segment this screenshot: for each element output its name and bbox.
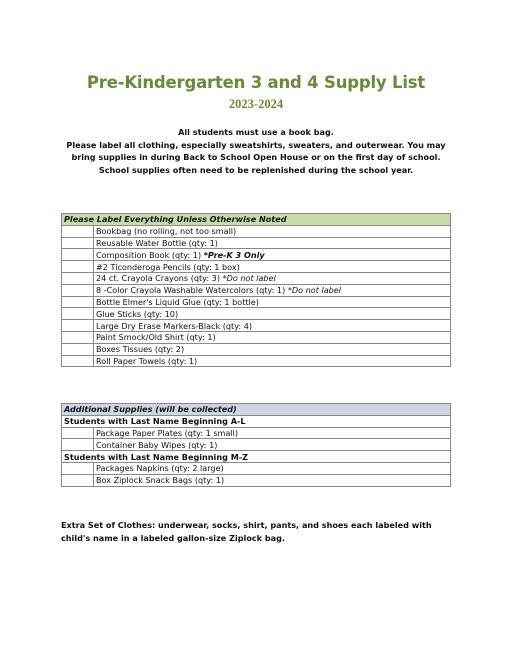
supply-item-text: 24 ct. Crayola Crayons (qty: 3) [96, 273, 223, 284]
checkbox-cell [62, 308, 94, 320]
page-title: Pre-Kindergarten 3 and 4 Supply List [86, 73, 426, 92]
group-header-m-z: Students with Last Name Beginning M-Z [62, 451, 451, 463]
supply-item-text: Bottle Elmer's Liquid Glue (qty: 1 bottle) [96, 296, 259, 307]
checkbox-cell [62, 331, 94, 343]
supply-item [94, 331, 451, 343]
checkbox-cell [62, 355, 94, 367]
supply-item [94, 343, 451, 355]
supply-row [62, 343, 451, 355]
checkbox-cell [62, 261, 94, 273]
supply-item-note: *Do not label [222, 273, 276, 284]
additional-row [62, 439, 451, 451]
supply-row [62, 355, 451, 367]
supply-item-text: 8 -Color Crayola Washable Watercolors (qty: 1) [96, 285, 288, 296]
additional-item: Packages Napkins (qty: 2 large) [94, 462, 451, 474]
supply-item [94, 355, 451, 367]
supply-item [94, 272, 451, 284]
supply-item [94, 261, 451, 273]
supply-item-text: Boxes Tissues (qty: 2) [96, 344, 185, 355]
supply-table-header: Please Label Everything Unless Otherwise Noted [62, 214, 451, 226]
additional-supplies-table [61, 403, 451, 487]
supply-row [62, 249, 451, 261]
checkbox-cell [62, 462, 94, 474]
group-header-row [62, 415, 451, 427]
checkbox-cell [62, 474, 94, 486]
supply-table [61, 213, 451, 367]
checkbox-cell [62, 249, 94, 261]
supply-item [94, 237, 451, 249]
additional-row [62, 474, 451, 486]
checkbox-cell [62, 272, 94, 284]
school-year: 2023-2024 [228, 97, 284, 111]
supply-item-note: *Pre-K 3 Only [203, 249, 265, 260]
intro-text [60, 126, 452, 177]
supply-item-text: Bookbag (no rolling, not too small) [96, 226, 237, 237]
supply-item [94, 308, 451, 320]
supply-item-text: Large Dry Erase Markers-Black (qty: 4) [96, 320, 253, 331]
extra-clothes-note: Extra Set of Clothes: underwear, socks, shirt, pants, and shoes each labeled with child's name in a labeled gallon-size Ziplock bag. [61, 520, 432, 543]
supply-item [94, 296, 451, 308]
supply-row [62, 320, 451, 332]
group-header-a-l: Students with Last Name Beginning A-L [62, 415, 451, 427]
checkbox-cell [62, 296, 94, 308]
checkbox-cell [62, 427, 94, 439]
supply-row [62, 308, 451, 320]
additional-item: Package Paper Plates (qty: 1 small) [94, 427, 451, 439]
supply-item-text: Reusable Water Bottle (qty: 1) [96, 237, 218, 248]
supply-item-text: Glue Sticks (qty: 10) [96, 308, 179, 319]
supply-item [94, 225, 451, 237]
checkbox-cell [62, 343, 94, 355]
supply-item-text: Roll Paper Towels (qty: 1) [96, 355, 198, 366]
supply-item [94, 249, 451, 261]
supply-row [62, 284, 451, 296]
group-header-row [62, 451, 451, 463]
supply-table-header-row [62, 214, 451, 226]
supply-item-text: Composition Book (qty: 1) [96, 249, 204, 260]
intro-line-labeling: Please label all clothing, especially sweatshirts, sweaters, and outerwear. You may bring supplies in during Back to School Open House or on the first day of school. School supplies often need to be replenished during the school year. [66, 139, 446, 176]
checkbox-cell [62, 284, 94, 296]
checkbox-cell [62, 225, 94, 237]
additional-row [62, 427, 451, 439]
checkbox-cell [62, 237, 94, 249]
supply-item [94, 320, 451, 332]
additional-item: Container Baby Wipes (qty: 1) [94, 439, 451, 451]
additional-item: Box Ziplock Snack Bags (qty: 1) [94, 474, 451, 486]
supply-item-note: *Do not label [287, 285, 342, 296]
checkbox-cell [62, 320, 94, 332]
supply-row [62, 331, 451, 343]
supply-item-text: Paint Smock/Old Shirt (qty: 1) [96, 332, 216, 343]
additional-table-header-row [62, 404, 451, 416]
checkbox-cell [62, 439, 94, 451]
intro-line-book-bag: All students must use a book bag. [178, 127, 334, 137]
additional-table-header: Additional Supplies (will be collected) [62, 404, 451, 416]
supply-row [62, 296, 451, 308]
supply-row [62, 225, 451, 237]
supply-row [62, 237, 451, 249]
supply-row [62, 261, 451, 273]
supply-item [94, 284, 451, 296]
supply-item-text: #2 Ticonderoga Pencils (qty: 1 box) [96, 261, 240, 272]
supply-row [62, 272, 451, 284]
additional-row [62, 462, 451, 474]
